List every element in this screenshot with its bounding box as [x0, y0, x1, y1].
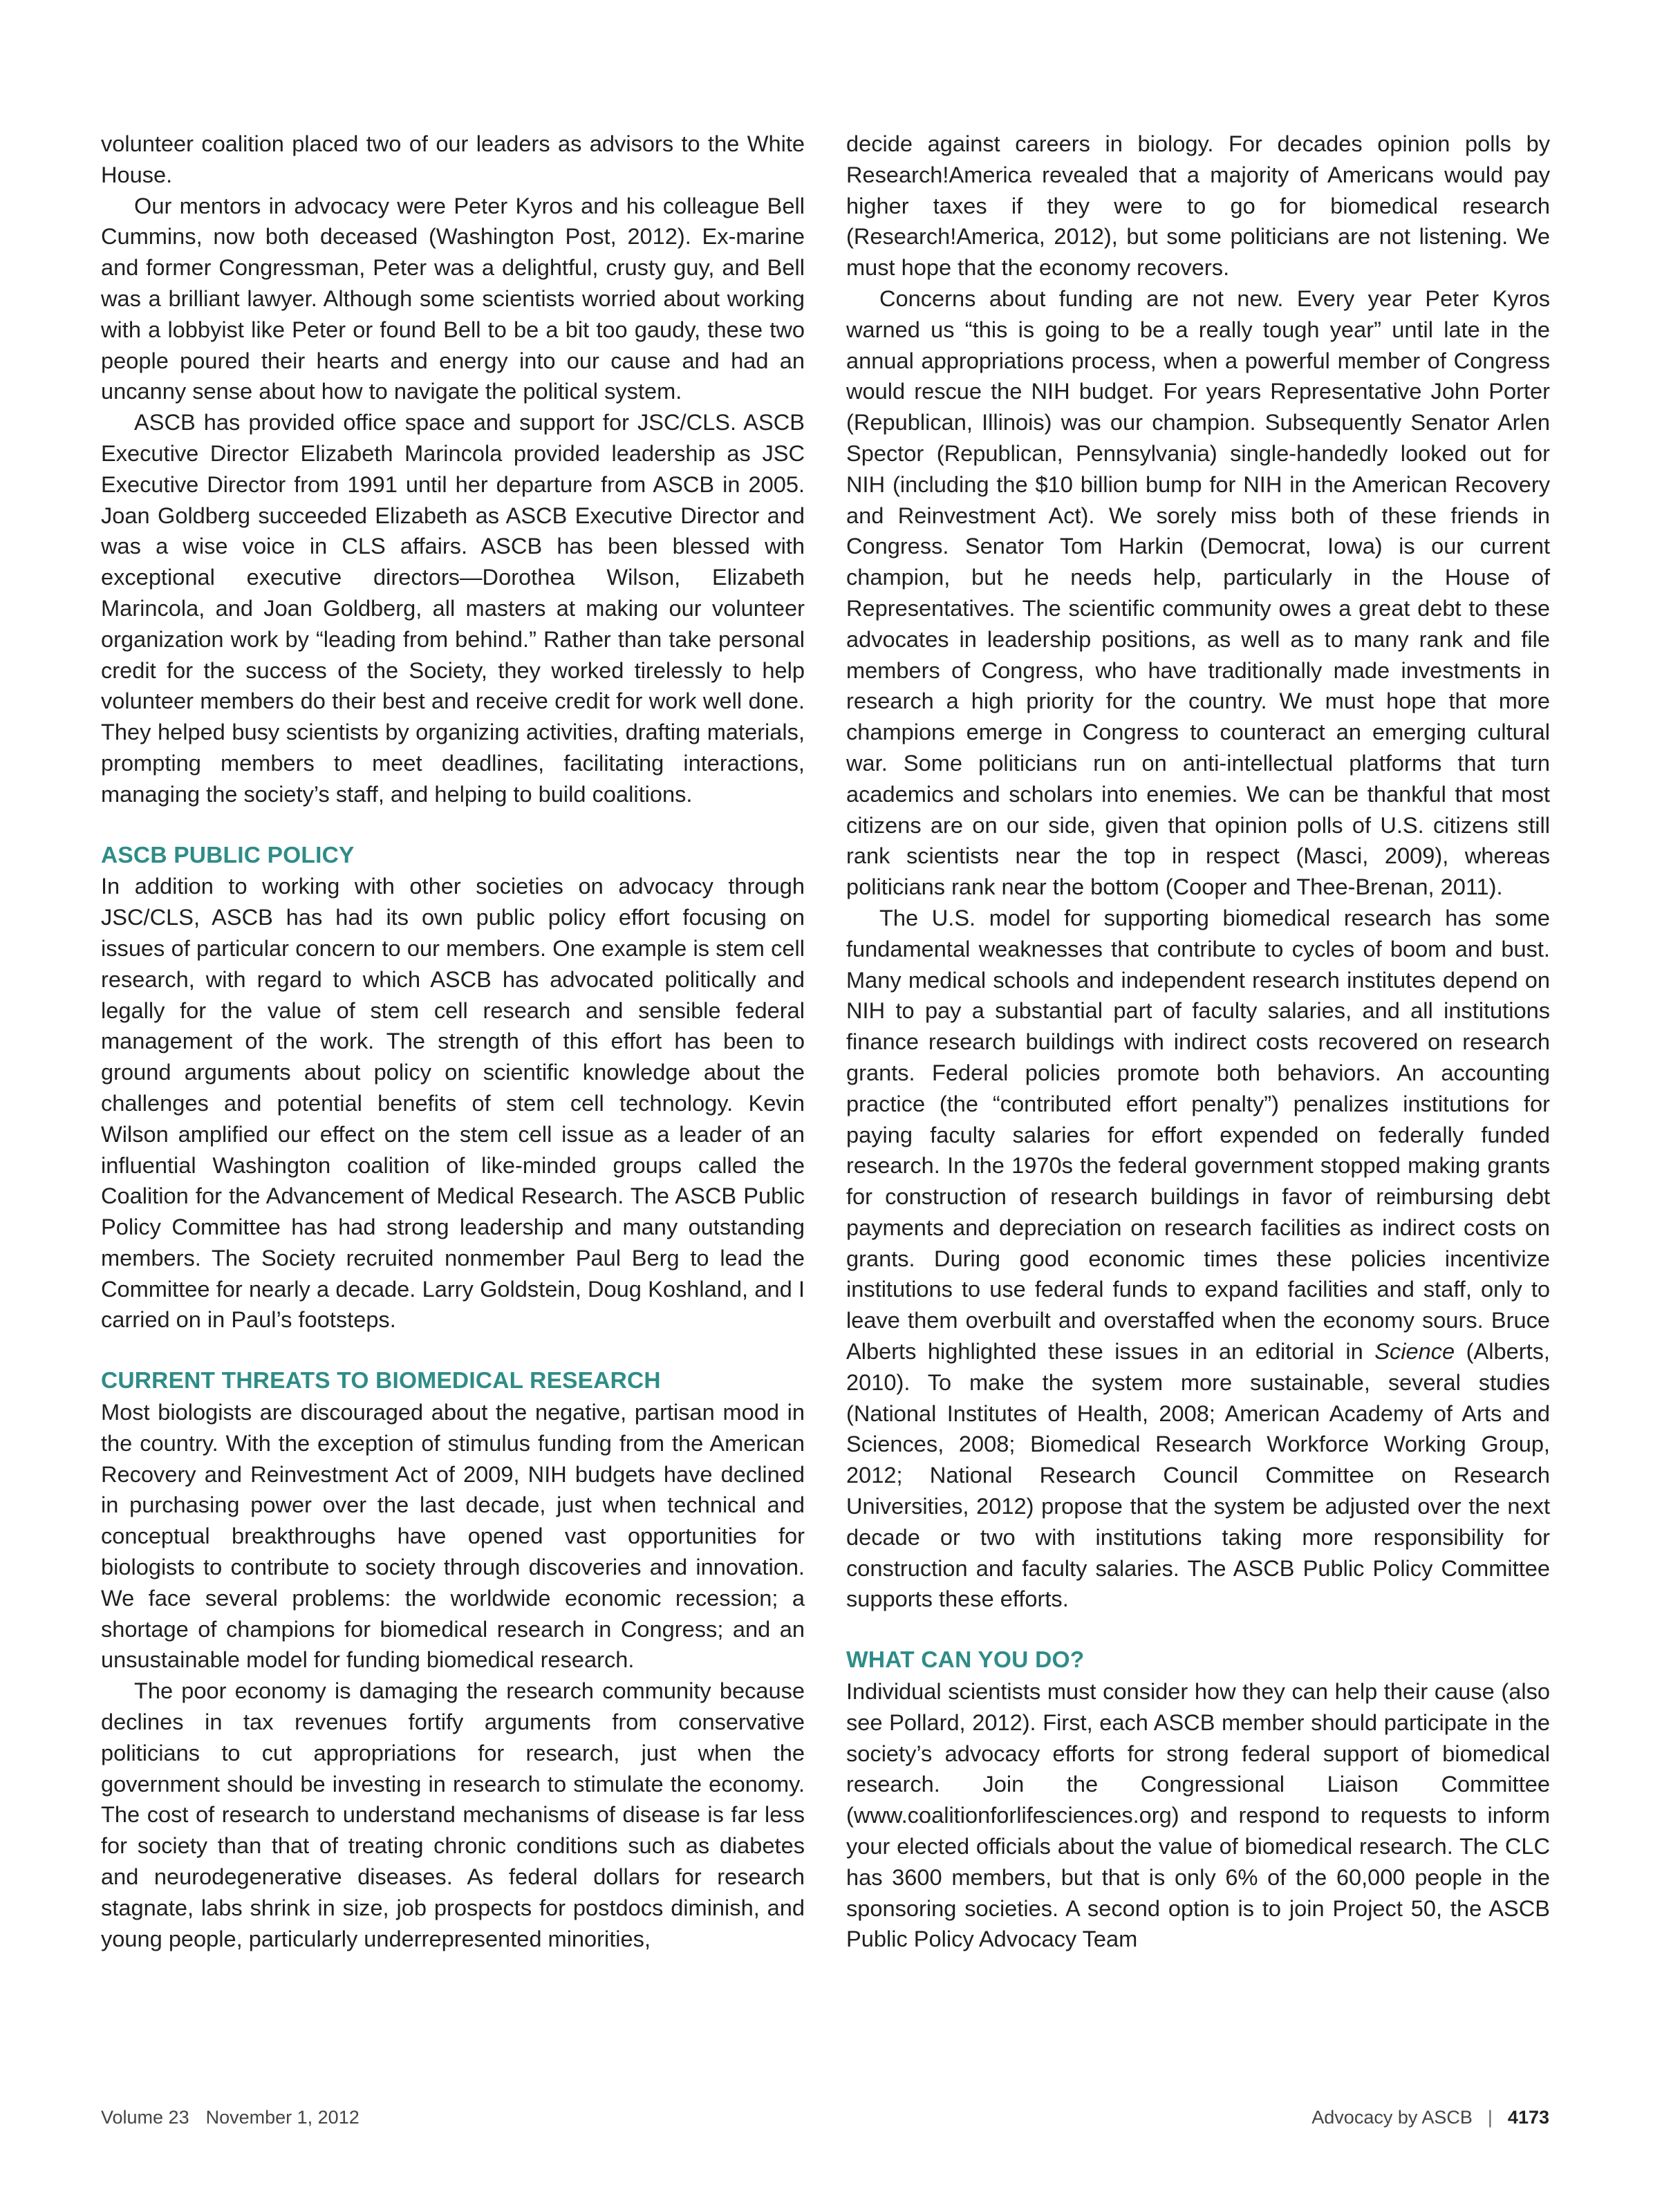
journal-title-science: Science	[1374, 1338, 1455, 1365]
right-column	[846, 129, 1550, 1955]
paragraph-what-can-you-do: Individual scientists must consider how they can help their cause (also see Pollard, 2012). First, each ASCB member should participate in the society’s advocacy efforts for strong federal support of biomedical research. Join the Congressional Liaison Committee (www.coalitionforlifesciences.org) and respond to requests to inform your elected officials about the value of biomedical research. The CLC has 3600 members, but that is only 6% of the 60,000 people in the sponsoring societies. A second option is to join Project 50, the ASCB Public Policy Advocacy Team	[846, 1678, 1550, 1952]
footer-volume: Volume 23	[101, 2107, 189, 2128]
paragraph-us-model	[846, 903, 1550, 1615]
paragraph-intro: volunteer coalition placed two of our leaders as advisors to the White House.	[101, 131, 805, 187]
heading-what-can-you-do: WHAT CAN YOU DO?	[846, 1647, 1085, 1674]
left-column	[101, 129, 805, 1954]
us-model-text-before: The U.S. model for supporting biomedical research has some fundamental weaknesses that contribute to cycles of boom and bust. Many medical schools and independent research institutes depend on NIH to pay a substantial part of faculty salaries, and all institutions finance research buildings with indirect costs recovered on research grants. Federal policies promote both behaviors. An accounting practice (the “contributed effort penalty”) penalizes institutions for paying faculty salaries for effort expended on federally funded research. In the 1970s the federal government stopped making grants for construction of research buildings in favor of reimbursing debt payments and depreciation on research facilities as indirect costs on grants. During good economic times these policies incentivize institutions to use federal funds to expand facilities and staff, only to leave them overbuilt and overstaffed when the economy sours. Bruce Alberts highlighted these issues in an editorial in	[846, 904, 1550, 1365]
us-model-text-after: (Alberts, 2010). To make the system more sustainable, several studies (National Institutes of Health, 2008; American Academy of Arts and Sciences, 2008; Biomedical Research Workforce Working Group, 2012; National Research Council Committee on Research Universities, 2012) propose that the system be adjusted over the next decade or two with institutions taking more responsibility for construction and faculty salaries. The ASCB Public Policy Committee supports these efforts.	[846, 1338, 1550, 1612]
paragraph-poor-economy: The poor economy is damaging the research community because declines in tax revenues fortify arguments from conservative politicians to cut appropriations for research, just when the government should be investing in research to stimulate the economy. The cost of research to understand mechanisms of disease is far less for society than that of treating chronic conditions such as diabetes and neurodegenerative diseases. As federal dollars for research stagnate, labs shrink in size, job prospects for postdocs diminish, and young people, particularly underrepresented minorities,	[101, 1678, 805, 1951]
footer-page-number: 4173	[1507, 2107, 1549, 2128]
paragraph-office-support: ASCB has provided office space and support for JSC/CLS. ASCB Executive Director Elizabeth Marincola provided leadership as JSC Executive Director from 1991 until her departure from ASCB in 2005. Joan Goldberg succeeded Elizabeth as ASCB Executive Director and was a wise voice in CLS affairs. ASCB has been blessed with exceptional executive directors—Dorothea Wilson, Elizabeth Marincola, and Joan Goldberg, all masters at making our volunteer organization work by “leading from behind.” Rather than take personal credit for the success of the Society, they worked tirelessly to help volunteer members do their best and receive credit for work well done. They helped busy scientists by organizing activities, drafting materials, prompting members to meet deadlines, facilitating interactions, managing the society’s staff, and helping to build coalitions.	[101, 409, 805, 807]
footer-journal-info	[101, 2105, 359, 2130]
heading-ascb-public-policy: ASCB PUBLIC POLICY	[101, 842, 355, 868]
paragraph-funding-concerns: Concerns about funding are not new. Every year Peter Kyros warned us “this is going to be a really tough year” until late in the annual appropriations process, when a powerful member of Congress would rescue the NIH budget. For years Representative John Porter (Republican, Illinois) was our champion. Subsequently Senator Arlen Spector (Republican, Pennsylvania) single-handedly looked out for NIH (including the $10 billion bump for NIH in the American Recovery and Reinvestment Act). We sorely miss both of these friends in Congress. Senator Tom Harkin (Democrat, Iowa) is our current champion, but he needs help, particularly in the House of Representatives. The scientific community owes a great debt to these advocates in leadership positions, as well as to many rank and file members of Congress, who have traditionally made investments in research a high priority for the country. We must hope that more champions emerge in Congress to counteract an emerging cultural war. Some politicians run on anti-intellectual platforms that turn academics and scholars into enemies. We can be thankful that most citizens are on our side, given that opinion polls of U.S. citizens still rank scientists near the top in respect (Masci, 2009), whereas politicians rank near the bottom (Cooper and Thee-Brenan, 2011).	[846, 285, 1550, 900]
footer-date: November 1, 2012	[205, 2107, 359, 2128]
paragraph-mentors: Our mentors in advocacy were Peter Kyros and his colleague Bell Cummins, now both deceased (Washington Post, 2012). Ex-marine and former Congressman, Peter was a delightful, crusty guy, and Bell was a brilliant lawyer. Although some scientists worried about working with a lobbyist like Peter or found Bell to be a bit too gaudy, these two people poured their hearts and energy into our cause and had an uncanny sense about how to navigate the political system.	[101, 192, 805, 404]
paragraph-threats: Most biologists are discouraged about the negative, partisan mood in the country. With the exception of stimulus funding from the American Recovery and Reinvestment Act of 2009, NIH budgets have declined in purchasing power over the last decade, just when technical and conceptual breakthroughs have opened vast opportunities for biologists to contribute to society through discoveries and innovation. We face several problems: the worldwide economic recession; a shortage of champions for biomedical research in Congress; and an unsustainable model for funding biomedical research.	[101, 1399, 805, 1673]
paragraph-public-policy: In addition to working with other societies on advocacy through JSC/CLS, ASCB has had its own public policy effort focusing on issues of particular concern to our members. One example is stem cell research, with regard to which ASCB has advocated politically and legally for the value of stem cell research and sensible federal management of the work. The strength of this effort has been to ground arguments about policy on scientific knowledge about the challenges and potential benefits of stem cell technology. Kevin Wilson amplified our effect on the stem cell issue as a leader of an influential Washington coalition of like-minded groups called the Coalition for the Advancement of Medical Research. The ASCB Public Policy Committee has had strong leadership and many outstanding members. The Society recruited nonmember Paul Berg to lead the Committee for nearly a decade. Larry Goldstein, Doug Koshland, and I carried on in Paul’s footsteps.	[101, 873, 805, 1333]
paragraph-continued: decide against careers in biology. For decades opinion polls by Research!America revealed that a majority of Americans would pay higher taxes if they were to go for biomedical research (Research!America, 2012), but some politicians are not listening. We must hope that the economy recovers.	[846, 131, 1550, 281]
heading-current-threats: CURRENT THREATS TO BIOMEDICAL RESEARCH	[101, 1368, 661, 1394]
footer-page-info	[1311, 2105, 1549, 2130]
footer-separator: |	[1487, 2107, 1493, 2128]
footer-section-title: Advocacy by ASCB	[1311, 2107, 1473, 2128]
